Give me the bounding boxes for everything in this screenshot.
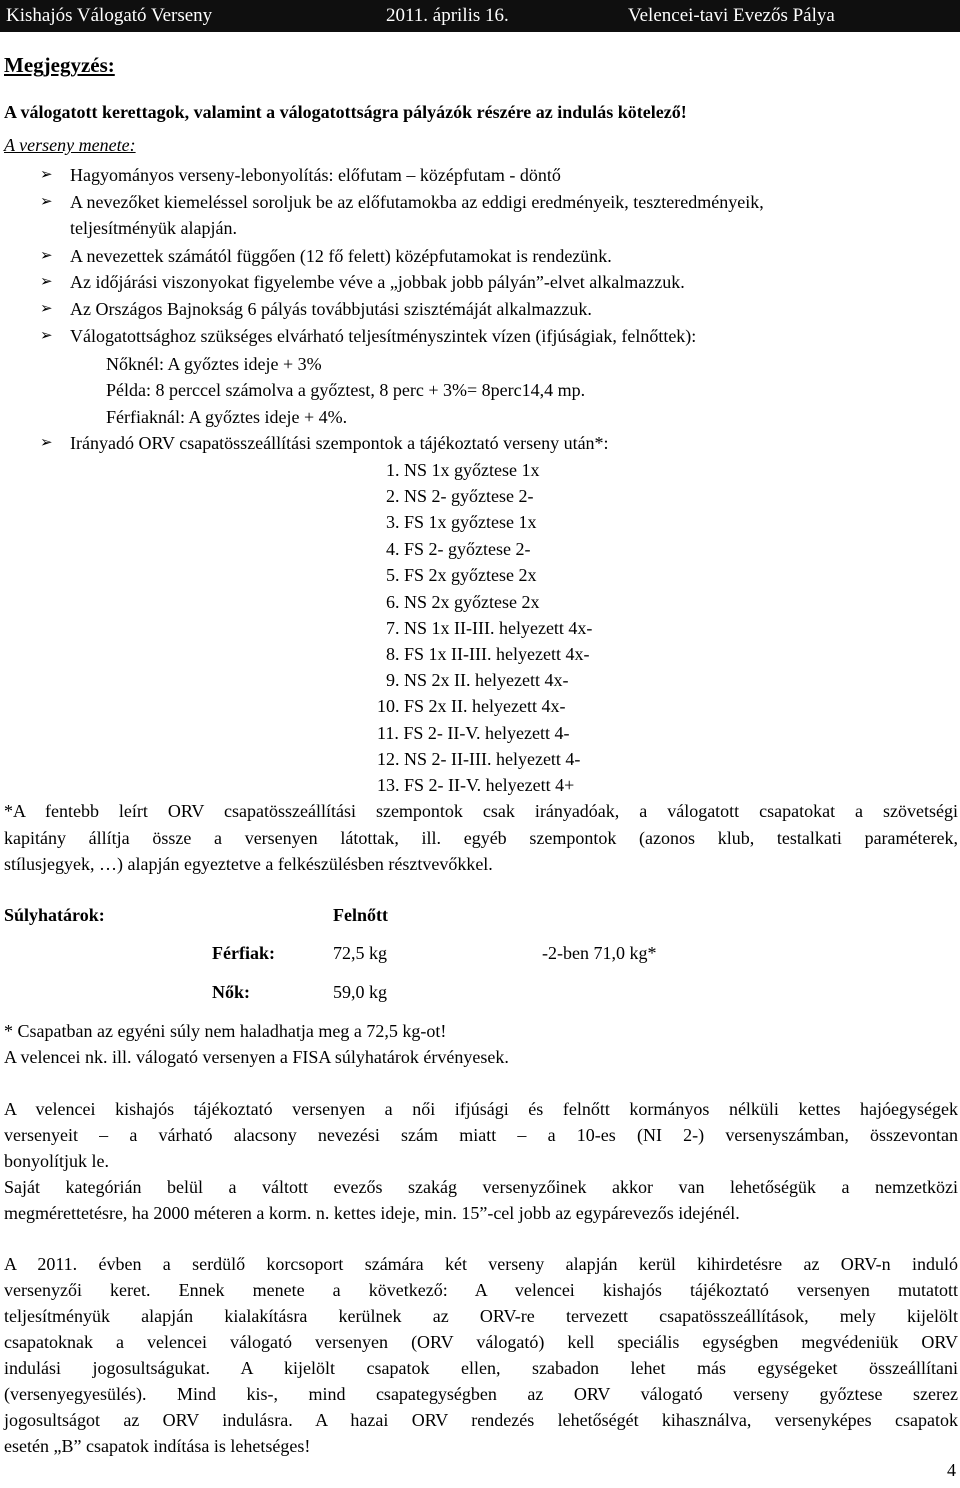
para2-line: versenyzői keret. Ennek menete a következő: A velencei kishajós tájékoztató versenyen mutatott xyxy=(4,1280,958,1300)
para2-line: A 2011. évben a serdülő korcsoport számára két verseny alapján kerül kihirdetésre az ORV-n induló xyxy=(4,1254,958,1274)
header-date: 2011. április 16. xyxy=(386,5,509,26)
bullet-2: A nevezőket kiemeléssel soroljuk be az előfutamokba az eddigi eredményeik, teszteredményeik, xyxy=(70,192,764,212)
arrow-bullet-icon: ➢ xyxy=(40,194,53,210)
header-right: Velencei-tavi Evezős Pálya xyxy=(628,5,835,26)
header-left: Kishajós Válogató Verseny xyxy=(6,5,213,26)
para1-line: A velencei kishajós tájékoztató versenyen a női ifjúsági és felnőtt kormányos nélküli kettes hajóegységek xyxy=(4,1099,958,1119)
bullet-3: A nevezettek számától függően (12 fő felett) középfutamokat is rendezünk. xyxy=(70,246,612,266)
arrow-bullet-icon: ➢ xyxy=(40,248,53,264)
orv-bullet: Irányadó ORV csapatösszeállítási szempontok a tájékoztató verseny után*: xyxy=(70,433,609,453)
para2-line: teljesítményük alapján kialakításra kerülnek az ORV-re tervezett csapatösszeállítások, mely kijelölt xyxy=(4,1306,958,1326)
orv-item: 4. FS 2- győztese 2- xyxy=(386,539,531,559)
bullet-5: Az Országos Bajnokság 6 pályás továbbjutási szisztémáját alkalmazzuk. xyxy=(70,299,592,319)
orv-item: 12. NS 2- II-III. helyezett 4- xyxy=(377,749,581,769)
orv-item: 3. FS 1x győztese 1x xyxy=(386,512,537,532)
para1-line: Saját kategórián belül a váltott evezős szakág versenyzőinek akkor van lehetőségük a nemzetközi xyxy=(4,1177,958,1197)
bullet-4: Az időjárási viszonyokat figyelembe véve a „jobbak jobb pályán”-elvet alkalmazzuk. xyxy=(70,272,685,292)
weight-col-header: Felnőtt xyxy=(333,905,388,925)
orv-item: 11. FS 2- II-V. helyezett 4- xyxy=(377,723,570,743)
perf-example: Példa: 8 perccel számolva a győztest, 8 perc + 3%= 8perc14,4 mp. xyxy=(106,380,586,400)
arrow-bullet-icon: ➢ xyxy=(40,301,53,317)
note-text: A válogatott kerettagok, valamint a válogatottságra pályázók részére az indulás kötelező! xyxy=(4,102,687,122)
arrow-bullet-icon: ➢ xyxy=(40,167,53,183)
weight-men-value: 72,5 kg xyxy=(333,943,387,963)
weight-heading: Súlyhatárok: xyxy=(4,905,105,925)
note-heading: Megjegyzés: xyxy=(4,53,115,77)
para2-line: esetén „B” csapatok indítása is lehetséges! xyxy=(4,1436,311,1456)
weight-men-label: Férfiak: xyxy=(212,943,275,963)
weight-women-label: Nők: xyxy=(212,982,251,1002)
footnote-line: stílusjegyek, …) alapján egyeztetve a felkészülésben résztvevőkkel. xyxy=(4,854,493,874)
weight-note: A velencei nk. ill. válogató versenyen a FISA súlyhatárok érvényesek. xyxy=(4,1047,509,1067)
orv-item: 9. NS 2x II. helyezett 4x- xyxy=(386,670,569,690)
arrow-bullet-icon: ➢ xyxy=(40,328,53,344)
para2-line: csapatoknak a velencei válogató versenyen (ORV válogató) kell speciális egységben megvédeniük ORV xyxy=(4,1332,958,1352)
weight-note: * Csapatban az egyéni súly nem haladhatja meg a 72,5 kg-ot! xyxy=(4,1021,447,1041)
orv-item: 8. FS 1x II-III. helyezett 4x- xyxy=(386,644,590,664)
weight-men-extra: -2-ben 71,0 kg* xyxy=(542,943,657,963)
page-number: 4 xyxy=(947,1460,956,1480)
orv-item: 7. NS 1x II-III. helyezett 4x- xyxy=(386,618,593,638)
arrow-bullet-icon: ➢ xyxy=(40,274,53,290)
perf-men: Férfiaknál: A győztes ideje + 4%. xyxy=(106,407,348,427)
perf-women: Nőknél: A győztes ideje + 3% xyxy=(106,354,322,374)
bullet-1: Hagyományos verseny-lebonyolítás: előfutam – középfutam - döntő xyxy=(70,165,561,185)
orv-item: 13. FS 2- II-V. helyezett 4+ xyxy=(377,775,575,795)
footnote-line: kapitány állítja össze a versenyen látottak, ill. egyéb szempontok (azonos klub, testalkati paraméterek, xyxy=(4,828,958,848)
footnote-line: *A fentebb leírt ORV csapatösszeállítási szempontok csak irányadóak, a válogatott csapatokat a szövetségi xyxy=(4,801,958,821)
para1-line: bonyolítjuk le. xyxy=(4,1151,109,1171)
orv-item: 5. FS 2x győztese 2x xyxy=(386,565,537,585)
para1-line: versenyeit – a várható alacsony nevezési szám miatt – a 10-es (NI 2-) versenyszámban, összevontan xyxy=(4,1125,958,1145)
para2-line: indulási jogosultságukat. A kijelölt csapatok ellen, szabadon lehet más egységeket összeállítani xyxy=(4,1358,958,1378)
race-heading: A verseny menete: xyxy=(4,135,136,155)
para1-line: megmérettetésre, ha 2000 méteren a korm. n. kettes ideje, min. 15”-cel jobb az egypárevezős idejénél. xyxy=(4,1203,740,1223)
weight-women-value: 59,0 kg xyxy=(333,982,387,1002)
bullet-6: Válogatottsághoz szükséges elvárható teljesítményszintek vízen (ifjúságiak, felnőttek): xyxy=(70,326,697,346)
arrow-bullet-icon: ➢ xyxy=(40,435,53,451)
bullet-2-cont: teljesítményük alapján. xyxy=(70,218,237,238)
orv-item: 10. FS 2x II. helyezett 4x- xyxy=(377,696,566,716)
orv-item: 1. NS 1x győztese 1x xyxy=(386,460,540,480)
para2-line: (versenyegyesülés). Mind kis-, mind csapategységben az ORV válogató verseny győztese szerez xyxy=(4,1384,958,1404)
para2-line: jogosultságot az ORV indulásra. A hazai ORV rendezés lehetőségét kihasználva, versenyképes csapatok xyxy=(4,1410,958,1430)
orv-item: 6. NS 2x győztese 2x xyxy=(386,592,540,612)
orv-item: 2. NS 2- győztese 2- xyxy=(386,486,534,506)
